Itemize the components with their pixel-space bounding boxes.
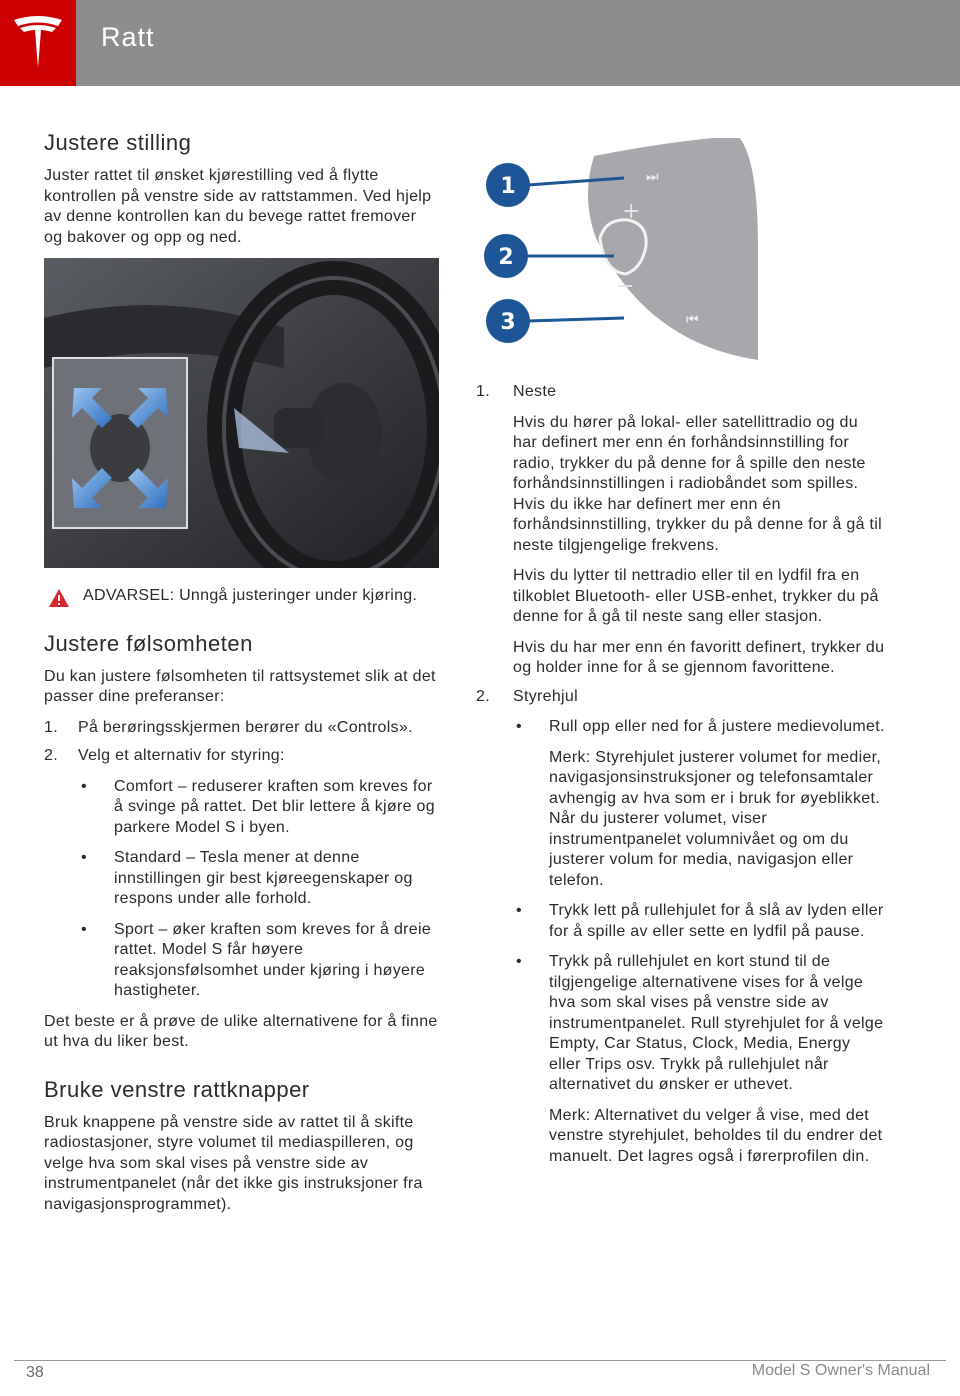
list-item: • Comfort – reduserer kraften som kreves for å svinge på rattet. Det blir lettere å kjøre og parkere Model S i byen. [81, 777, 435, 836]
warning-block [44, 586, 439, 607]
item-title-next: Neste [513, 383, 557, 400]
section-body-left-buttons: Bruk knappene på venstre side av rattet til å skifte radiostasjoner, styre volumet til mediaspilleren, og velge hva som skal vises på venstre side av instrumentpanelet (når det ikke gis instruksjoner fra navigasjonsprogrammet). [44, 1113, 423, 1213]
tesla-t-icon [12, 14, 64, 72]
steering-options [78, 777, 439, 1002]
svg-text:2: 2 [498, 245, 514, 270]
section-outro-sensitivity: Det beste er å prøve de ulike alternativene for å finne ut hva du liker best. [44, 1012, 438, 1050]
list-item: • Standard – Tesla mener at denne innstillingen gir best kjøreegenskaper og respons under alle forhold. [81, 849, 413, 907]
steering-wheel-photo [44, 258, 439, 568]
right-column [476, 382, 886, 1177]
warning-text: ADVARSEL: Unngå justeringer under kjøring. [83, 587, 418, 604]
footer-divider [14, 1360, 946, 1361]
section-heading-sensitivity: Justere følsomheten [44, 630, 253, 656]
list-item: 2. Styrehjul • Rull opp eller ned for å justere medievolumet. Merk: Styrehjulet justerer volumet for medier, navigasjonsinstruksjoner og telefonsamtaler avhengig av hva som er i bruk for øyeblikket. Når du justerer volumet, viser instrumentpanelet volumnivået og om du justerer volum for media, navigasjon eller telefon. • Trykk lett på rullehjulet for å slå av lyden eller for å spille av eller sette en lydfil på pause. • Trykk på rullehjulet en kort stund til de tilgjengelige alternativene vises for å velge hva som skal vises på venstre side av instrumentpanelet. Rull styrehjulet for å velge Empty, Car Status, Clock, Media, Energy eller Trips osv. Trykk på rullehjulet når alternativet du ønsker er uthevet. Merk: Alternativet du velger å vise, med det venstre styrehjulet, beholdes til du endrer det manuelt. Det lagres også i førerprofilen din. [476, 687, 886, 1168]
button-descriptions [476, 382, 886, 1167]
note: Merk: Styrehjulet justerer volumet for medier, navigasjonsinstruksjoner og telefonsamtaler avhengig av hva som er i bruk for øyeblikket. Når du justerer volumet, viser instrumentpanelet volumnivået og om du justerer volum for media, navigasjon eller telefon. [549, 748, 882, 889]
page-header [0, 0, 960, 86]
sensitivity-steps [44, 718, 439, 1002]
tesla-logo [0, 0, 76, 86]
list-item: • Sport – øker kraften som kreves for å dreie rattet. Model S får høyere reaksjonsfølsomhet under kjøring i høyere hastigheter. [81, 920, 432, 999]
section-body-adjust-position: Juster rattet til ønsket kjørestilling ved å flytte kontrollen på venstre side av rattstammen. Ved hjelp av denne kontrollen kan du bevege rattet fremover og bakover og opp og ned. [44, 167, 432, 246]
svg-text:1: 1 [500, 174, 516, 199]
manual-title: Model S Owner's Manual [751, 1362, 930, 1379]
minus-icon: − [616, 274, 635, 299]
list-item: 1. Neste Hvis du hører på lokal- eller satellittradio og du har definert mer enn én forhåndsinnstilling for radio, trykker du på denne for å spille den neste forhåndsinnstillingen i radiobåndet som spilles. Hvis du ikke har definert mer enn én forhåndsinnstilling, trykker du på denne for å gå til neste tilgjengelige frekvens. Hvis du lytter til nettradio eller til en lydfil fra en tilkoblet Bluetooth- eller USB-enhet, trykker du på denne for å gå til neste sang eller stasjon. Hvis du har mer enn én favoritt definert, trykker du og holder inne for å se gjennom favorittene. [476, 383, 885, 676]
left-column [44, 130, 439, 1225]
item-title-scroll-wheel: Styrehjul [513, 687, 578, 705]
previous-track-icon: ⏮ [686, 312, 699, 328]
page-number: 38 [26, 1364, 44, 1381]
list-item: • Trykk på rullehjulet en kort stund til de tilgjengelige alternativene vises for å velge hva som skal vises på venstre side av instrumentpanelet. Rull styrehjulet for å velge Empty, Car Status, Clock, Media, Energy eller Trips osv. Trykk på rullehjulet når alternativet du ønsker er uthevet. Merk: Alternativet du velger å vise, med det venstre styrehjulet, beholdes til du endrer det manuelt. Det lagres også i førerprofilen din. [513, 952, 886, 1167]
section-heading-adjust-position: Justere stilling [44, 130, 192, 155]
section-intro-sensitivity: Du kan justere følsomheten til rattsystemet slik at det passer dine preferanser: [44, 667, 436, 705]
list-item: • Rull opp eller ned for å justere medievolumet. Merk: Styrehjulet justerer volumet for medier, navigasjonsinstruksjoner og telefonsamtaler avhengig av hva som er i bruk for øyeblikket. Når du justerer volumet, viser instrumentpanelet volumnivået og om du justerer volum for media, navigasjon eller telefon. [513, 717, 886, 891]
warning-triangle-icon [48, 588, 70, 608]
plus-icon: + [622, 199, 641, 224]
list-item: 1. På berøringsskjermen berører du «Controls». [44, 718, 413, 736]
svg-text:3: 3 [500, 310, 516, 335]
list-item: 2. Velg et alternativ for styring: • Comfort – reduserer kraften som kreves for å svinge på rattet. Det blir lettere å kjøre og parkere Model S i byen. • Standard – Tesla mener at denne innstillingen gir best kjøreegenskaper og respons under alle forhold. • Sport – øker kraften som kreves for å dreie rattet. Model S får høyere reaksjonsfølsomhet under kjøring i høyere hastigheter. [44, 746, 439, 1002]
next-track-icon: ⏭ [646, 169, 659, 185]
note: Merk: Alternativet du velger å vise, med det venstre styrehjulet, beholdes til du endrer det manuelt. Det lagres også i førerprofilen din. [549, 1106, 883, 1165]
section-heading-left-buttons: Bruke venstre rattknapper [44, 1076, 310, 1102]
list-item: • Trykk lett på rullehjulet for å slå av lyden eller for å spille av eller sette en lydfil på pause. [516, 902, 884, 940]
scroll-wheel-diagram [476, 138, 766, 363]
page-title: Ratt [101, 22, 155, 52]
